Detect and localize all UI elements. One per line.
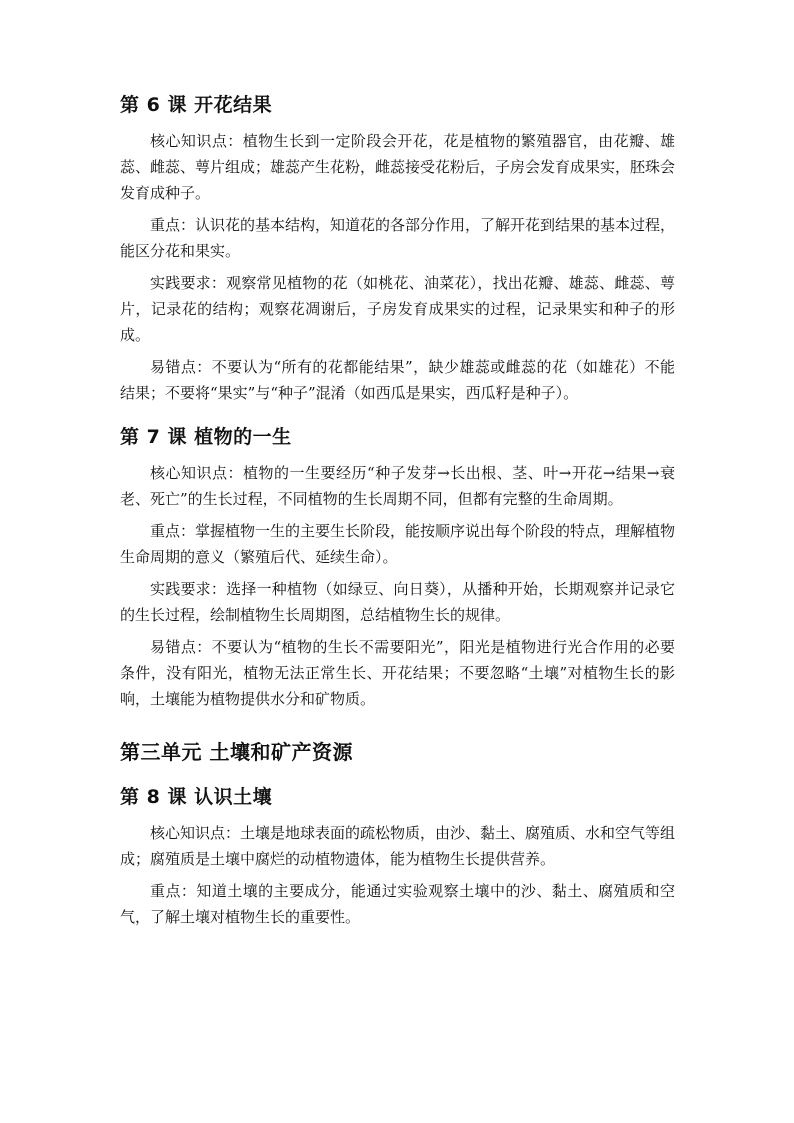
lesson-title: 第 8 课 认识土壤 (120, 786, 273, 808)
unit-title: 第三单元 土壤和矿产资源 (120, 740, 353, 764)
lesson-paragraph-core: 核心知识点：植物的一生要经历“种子发芽→长出根、茎、叶→开花→结果→衰老、死亡”的生长过程，不同植物的生长周期不同，但都有完整的生命周期。 (120, 464, 675, 508)
lesson-7 (120, 424, 675, 712)
lesson-paragraph-core: 核心知识点：土壤是地球表面的疏松物质，由沙、黏土、腐殖质、水和空气等组成；腐殖质是土壤中腐烂的动植物遗体，能为植物生长提供营养。 (120, 824, 676, 868)
lesson-8 (120, 784, 675, 930)
lesson-paragraph-key-points: 重点：掌握植物一生的主要生长阶段，能按顺序说出每个阶段的特点，理解植物生命周期的意义（繁殖后代、延续生命）。 (120, 522, 676, 566)
lesson-paragraph-key-points: 重点：认识花的基本结构，知道花的各部分作用，了解开花到结果的基本过程，能区分花和果实。 (120, 216, 676, 260)
lesson-paragraph-practice: 实践要求：选择一种植物（如绿豆、向日葵），从播种开始，长期观察并记录它的生长过程，绘制植物生长周期图，总结植物生长的规律。 (120, 580, 675, 624)
lesson-paragraph-practice: 实践要求：观察常见植物的花（如桃花、油菜花），找出花瓣、雄蕊、雌蕊、萼片，记录花的结构；观察花凋谢后，子房发育成果实的过程，记录果实和种子的形成。 (120, 274, 675, 344)
lesson-6 (120, 92, 675, 406)
lesson-paragraph-key-points: 重点：知道土壤的主要成分，能通过实验观察土壤中的沙、黏土、腐殖质和空气，了解土壤对植物生长的重要性。 (120, 882, 675, 926)
lesson-title: 第 6 课 开花结果 (120, 94, 273, 116)
document-page (120, 92, 675, 948)
lesson-paragraph-common-mistakes: 易错点：不要认为“所有的花都能结果”，缺少雄蕊或雌蕊的花（如雄花）不能结果；不要将“果实”与“种子”混淆（如西瓜是果实，西瓜籽是种子）。 (120, 358, 675, 402)
lesson-title: 第 7 课 植物的一生 (120, 426, 292, 448)
unit-3 (120, 738, 675, 766)
lesson-paragraph-core: 核心知识点：植物生长到一定阶段会开花，花是植物的繁殖器官，由花瓣、雄蕊、雌蕊、萼片组成；雄蕊产生花粉，雌蕊接受花粉后，子房会发育成果实，胚珠会发育成种子。 (120, 132, 676, 202)
lesson-paragraph-common-mistakes: 易错点：不要认为“植物的生长不需要阳光”，阳光是植物进行光合作用的必要条件，没有阳光，植物无法正常生长、开花结果；不要忽略“土壤”对植物生长的影响，土壤能为植物提供水分和矿物质。 (120, 638, 675, 708)
